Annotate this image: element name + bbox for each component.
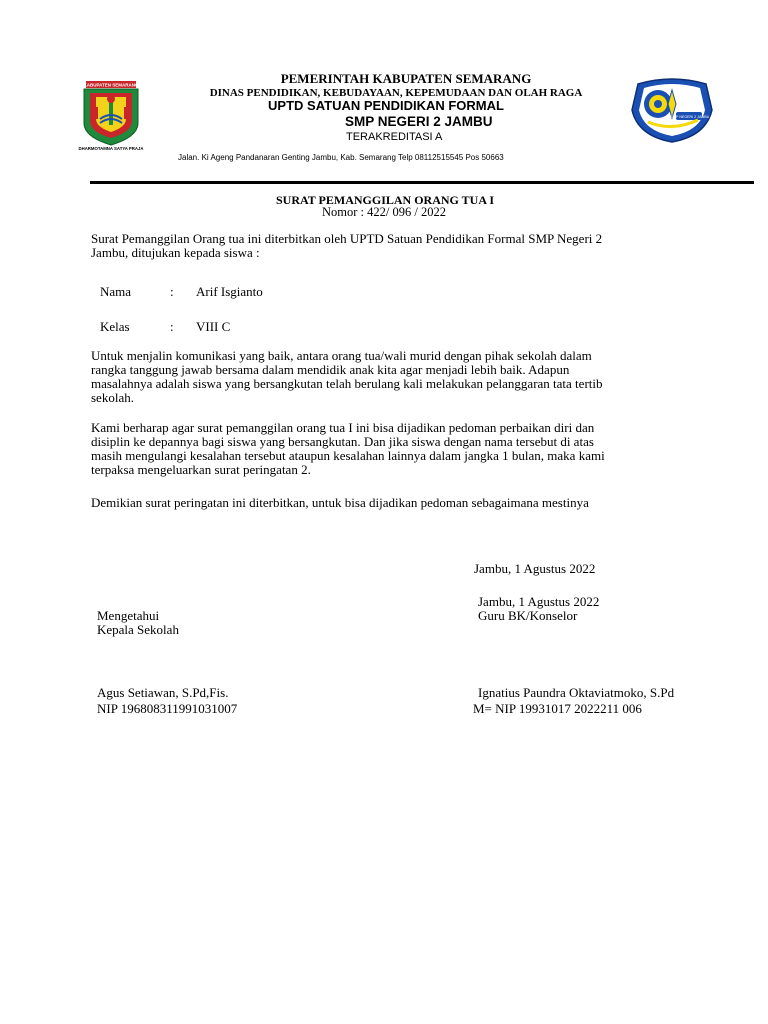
logo-banner-text: KABUPATEN SEMARANG — [83, 82, 139, 88]
student-class-label: Kelas — [100, 319, 130, 334]
student-name-label: Nama — [100, 284, 132, 299]
counselor-date: Jambu, 1 Agustus 2022 — [478, 594, 600, 609]
intro-paragraph: Surat Pemanggilan Orang tua ini diterbitkan oleh UPTD Satuan Pendidikan Formal SMP Negeri 2 Jambu, ditujukan kepada siswa : — [91, 231, 603, 260]
letter-date: Jambu, 1 Agustus 2022 — [474, 561, 596, 576]
logo-motto-text: DHARMOTAMNA SATYA PRAJA — [78, 146, 144, 151]
letterhead-divider — [90, 181, 754, 184]
school-address: Jalan. Ki Ageng Pandanaran Genting Jambu, Kab. Semarang Telp 08112515545 Pos 50663 — [178, 153, 504, 162]
student-class-colon: : — [170, 319, 174, 334]
counselor-role: Guru BK/Konselor — [478, 608, 578, 623]
unit-name: UPTD SATUAN PENDIDIKAN FORMAL — [268, 98, 504, 113]
principal-role: Kepala Sekolah — [97, 622, 179, 637]
department-name: DINAS PENDIDIKAN, KEBUDAYAAN, KEPEMUDAAN DAN OLAH RAGA — [209, 87, 583, 99]
government-name: PEMERINTAH KABUPATEN SEMARANG — [280, 71, 532, 86]
student-class-value: VIII C — [196, 319, 231, 334]
student-name-colon: : — [170, 284, 174, 299]
counselor-nip: M= NIP 19931017 2022211 006 — [473, 701, 642, 716]
school-name: SMP NEGERI 2 JAMBU — [345, 114, 493, 129]
student-name-value: Arif Isgianto — [196, 284, 263, 299]
letter-title: SURAT PEMANGGILAN ORANG TUA I — [275, 193, 495, 207]
counselor-name: Ignatius Paundra Oktaviatmoko, S.Pd — [478, 685, 675, 700]
accreditation-label: TERAKREDITASI A — [346, 131, 443, 143]
principal-nip: NIP 196808311991031007 — [97, 701, 238, 716]
acknowledged-label: Mengetahui — [97, 608, 160, 623]
principal-name: Agus Setiawan, S.Pd,Fis. — [97, 685, 229, 700]
communication-paragraph: Untuk menjalin komunikasi yang baik, antara orang tua/wali murid dengan pihak sekolah dalam rangka tanggung jawab bersama dalam mendidik anak kita agar menjadi lebih baik. Adapun masalahnya adalah siswa yang bersangkutan telah berulang kali melakukan pelanggaran tata tertib sekolah. — [91, 348, 603, 405]
logo-school-text: SMP NEGERI 2 JAMBU — [670, 115, 710, 119]
letter-number: Nomor : 422/ 096 / 2022 — [322, 205, 446, 219]
expectation-paragraph: Kami berharap agar surat pemanggilan orang tua I ini bisa dijadikan pedoman perbaikan diri dan disiplin ke depannya bagi siswa yang bersangkutan. Dan jika siswa dengan nama tersebut di atas masih mengulangi kesalahan tersebut ataupun kesalahan lainnya dalam jangka 1 bulan, maka kami terpaksa mengeluarkan surat peringatan 2. — [91, 420, 605, 477]
closing-paragraph: Demikian surat peringatan ini diterbitkan, untuk bisa dijadikan pedoman sebagaimana mestinya — [91, 495, 589, 510]
